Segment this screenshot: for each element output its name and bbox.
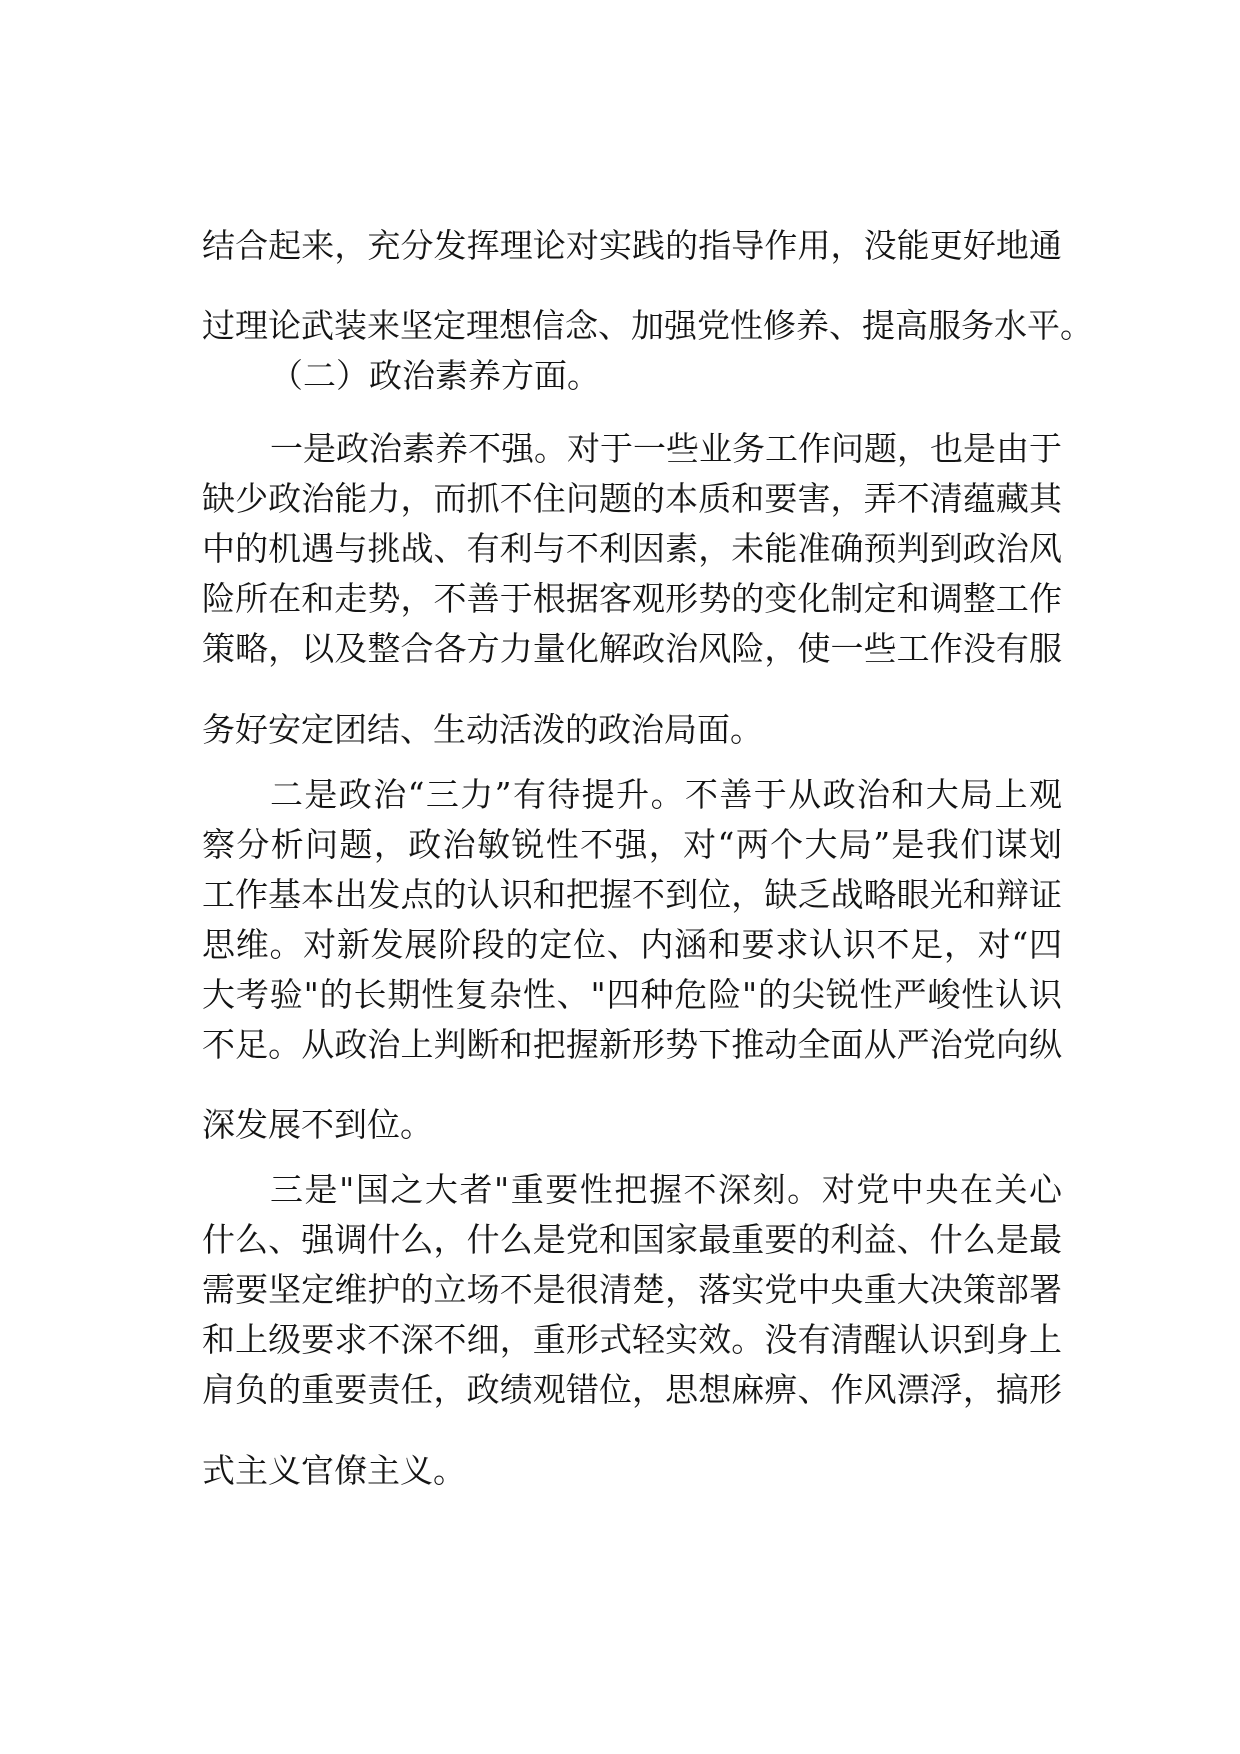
paragraph-2-line-7: 深发展不到位。 (202, 1105, 433, 1144)
paragraph-3-line-1: 三是"国之大者"重要性把握不深刻。对党中央在关心 (270, 1170, 1062, 1209)
paragraph-1-line-2: 缺少政治能力，而抓不住问题的本质和要害，弄不清蕴藏其 (202, 479, 1062, 518)
paragraph-2-line-1: 二是政治“三力”有待提升。不善于从政治和大局上观 (270, 775, 1062, 814)
paragraph-3-line-6: 式主义官僚主义。 (202, 1451, 466, 1490)
section-heading: （二）政治素养方面。 (270, 356, 600, 395)
paragraph-1-line-6: 务好安定团结、生动活泼的政治局面。 (202, 710, 763, 749)
text-line-1: 结合起来，充分发挥理论对实践的指导作用，没能更好地通 (202, 226, 1062, 265)
paragraph-1-line-5: 策略，以及整合各方力量化解政治风险，使一些工作没有服 (202, 629, 1062, 668)
paragraph-1-line-4: 险所在和走势，不善于根据客观形势的变化制定和调整工作 (202, 579, 1062, 618)
paragraph-3-line-5: 肩负的重要责任，政绩观错位，思想麻痹、作风漂浮，搞形 (202, 1370, 1062, 1409)
paragraph-1-line-1: 一是政治素养不强。对于一些业务工作问题，也是由于 (270, 429, 1062, 468)
paragraph-2-line-6: 不足。从政治上判断和把握新形势下推动全面从严治党向纵 (202, 1025, 1062, 1064)
paragraph-3-line-2: 什么、强调什么，什么是党和国家最重要的利益、什么是最 (202, 1220, 1062, 1259)
paragraph-2-line-5: 大考验"的长期性复杂性、"四种危险"的尖锐性严峻性认识 (202, 975, 1062, 1014)
paragraph-2-line-3: 工作基本出发点的认识和把握不到位，缺乏战略眼光和辩证 (202, 875, 1062, 914)
paragraph-1-line-3: 中的机遇与挑战、有利与不利因素，未能准确预判到政治风 (202, 529, 1062, 568)
paragraph-3-line-3: 需要坚定维护的立场不是很清楚，落实党中央重大决策部署 (202, 1270, 1062, 1309)
paragraph-2-line-4: 思维。对新发展阶段的定位、内涵和要求认识不足，对“四 (202, 925, 1062, 964)
paragraph-3-line-4: 和上级要求不深不细，重形式轻实效。没有清醒认识到身上 (202, 1320, 1062, 1359)
paragraph-2-line-2: 察分析问题，政治敏锐性不强，对“两个大局”是我们谋划 (202, 825, 1062, 864)
text-line-2: 过理论武装来坚定理想信念、加强党性修养、提高服务水平。 (202, 306, 1093, 345)
